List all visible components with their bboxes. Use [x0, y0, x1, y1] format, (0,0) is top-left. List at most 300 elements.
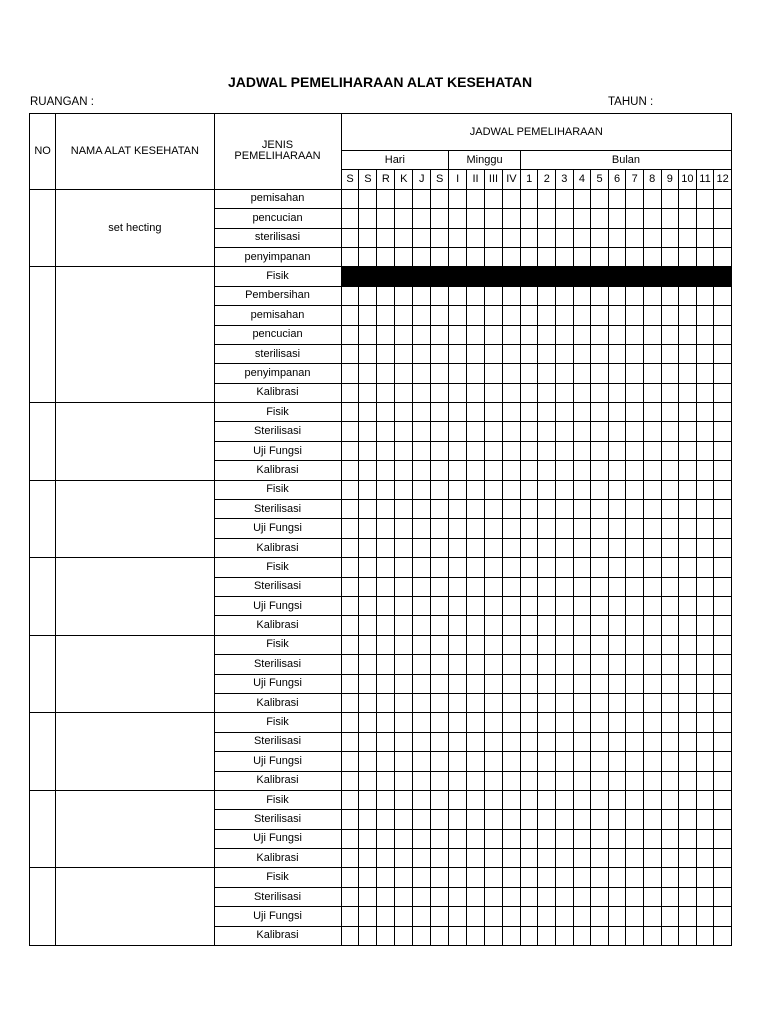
schedule-cell[interactable] — [626, 344, 644, 363]
schedule-cell[interactable] — [502, 403, 520, 422]
schedule-cell[interactable] — [413, 790, 431, 809]
schedule-cell[interactable] — [431, 286, 449, 305]
schedule-cell[interactable] — [341, 480, 359, 499]
schedule-cell[interactable] — [661, 635, 679, 654]
schedule-cell[interactable] — [714, 771, 732, 790]
schedule-cell[interactable] — [377, 907, 395, 926]
schedule-cell[interactable] — [556, 849, 574, 868]
schedule-cell[interactable] — [626, 480, 644, 499]
schedule-cell[interactable] — [449, 887, 467, 906]
schedule-cell[interactable] — [714, 790, 732, 809]
schedule-cell[interactable] — [359, 325, 377, 344]
schedule-cell[interactable] — [520, 596, 538, 615]
schedule-cell[interactable] — [626, 655, 644, 674]
schedule-cell[interactable] — [556, 519, 574, 538]
schedule-cell[interactable] — [643, 596, 661, 615]
schedule-cell[interactable] — [679, 868, 697, 887]
schedule-cell[interactable] — [538, 306, 556, 325]
schedule-cell[interactable] — [626, 810, 644, 829]
schedule-cell[interactable] — [626, 325, 644, 344]
schedule-cell[interactable] — [573, 693, 591, 712]
schedule-cell[interactable] — [395, 693, 413, 712]
schedule-cell[interactable] — [359, 344, 377, 363]
schedule-cell[interactable] — [395, 325, 413, 344]
schedule-cell[interactable] — [556, 422, 574, 441]
schedule-cell[interactable] — [714, 228, 732, 247]
schedule-cell[interactable] — [626, 752, 644, 771]
schedule-cell[interactable] — [591, 209, 609, 228]
schedule-cell[interactable] — [696, 364, 714, 383]
schedule-cell[interactable] — [696, 441, 714, 460]
schedule-cell[interactable] — [661, 596, 679, 615]
schedule-cell[interactable] — [431, 887, 449, 906]
schedule-cell[interactable] — [467, 480, 485, 499]
schedule-cell[interactable] — [591, 655, 609, 674]
schedule-cell[interactable] — [502, 674, 520, 693]
schedule-cell[interactable] — [431, 674, 449, 693]
schedule-cell[interactable] — [485, 752, 503, 771]
schedule-cell[interactable] — [661, 732, 679, 751]
schedule-cell[interactable] — [502, 247, 520, 266]
schedule-cell[interactable] — [502, 441, 520, 460]
schedule-cell[interactable] — [626, 771, 644, 790]
schedule-cell[interactable] — [431, 810, 449, 829]
schedule-cell[interactable] — [626, 713, 644, 732]
schedule-cell[interactable] — [538, 635, 556, 654]
schedule-cell[interactable] — [679, 422, 697, 441]
schedule-cell[interactable] — [591, 441, 609, 460]
schedule-cell[interactable] — [395, 868, 413, 887]
schedule-cell[interactable] — [520, 325, 538, 344]
schedule-cell[interactable] — [556, 403, 574, 422]
schedule-cell[interactable] — [696, 422, 714, 441]
schedule-cell[interactable] — [413, 228, 431, 247]
schedule-cell[interactable] — [591, 519, 609, 538]
schedule-cell[interactable] — [502, 655, 520, 674]
schedule-cell[interactable] — [377, 422, 395, 441]
schedule-cell[interactable] — [608, 616, 626, 635]
schedule-cell[interactable] — [626, 907, 644, 926]
schedule-cell[interactable] — [341, 209, 359, 228]
schedule-cell[interactable] — [341, 538, 359, 557]
schedule-cell[interactable] — [643, 519, 661, 538]
schedule-cell[interactable] — [485, 732, 503, 751]
schedule-cell[interactable] — [538, 286, 556, 305]
schedule-cell[interactable] — [359, 209, 377, 228]
schedule-cell[interactable] — [520, 558, 538, 577]
schedule-cell[interactable] — [431, 500, 449, 519]
schedule-cell[interactable] — [395, 907, 413, 926]
schedule-cell[interactable] — [377, 461, 395, 480]
schedule-cell[interactable] — [679, 732, 697, 751]
schedule-cell[interactable] — [467, 325, 485, 344]
schedule-cell[interactable] — [591, 693, 609, 712]
schedule-cell[interactable] — [431, 790, 449, 809]
schedule-cell[interactable] — [341, 500, 359, 519]
schedule-cell[interactable] — [502, 771, 520, 790]
schedule-cell[interactable] — [696, 810, 714, 829]
schedule-cell[interactable] — [359, 868, 377, 887]
schedule-cell[interactable] — [626, 422, 644, 441]
schedule-cell[interactable] — [449, 732, 467, 751]
schedule-cell[interactable] — [643, 577, 661, 596]
schedule-cell[interactable] — [661, 461, 679, 480]
schedule-cell[interactable] — [608, 519, 626, 538]
schedule-cell[interactable] — [395, 829, 413, 848]
schedule-cell[interactable] — [341, 752, 359, 771]
schedule-cell[interactable] — [556, 247, 574, 266]
schedule-cell[interactable] — [377, 771, 395, 790]
schedule-cell[interactable] — [538, 577, 556, 596]
schedule-cell[interactable] — [395, 810, 413, 829]
schedule-cell[interactable] — [431, 596, 449, 615]
schedule-cell[interactable] — [359, 247, 377, 266]
schedule-cell[interactable] — [556, 926, 574, 945]
schedule-cell[interactable] — [714, 480, 732, 499]
schedule-cell[interactable] — [643, 500, 661, 519]
schedule-cell[interactable] — [502, 519, 520, 538]
schedule-cell[interactable] — [556, 790, 574, 809]
schedule-cell[interactable] — [502, 209, 520, 228]
schedule-cell[interactable] — [485, 228, 503, 247]
schedule-cell[interactable] — [626, 674, 644, 693]
schedule-cell[interactable] — [538, 538, 556, 557]
schedule-cell[interactable] — [556, 732, 574, 751]
schedule-cell[interactable] — [591, 926, 609, 945]
schedule-cell[interactable] — [626, 538, 644, 557]
schedule-cell[interactable] — [341, 926, 359, 945]
schedule-cell[interactable] — [591, 849, 609, 868]
schedule-cell[interactable] — [413, 655, 431, 674]
schedule-cell[interactable] — [485, 926, 503, 945]
schedule-cell[interactable] — [359, 829, 377, 848]
schedule-cell[interactable] — [449, 810, 467, 829]
schedule-cell[interactable] — [608, 907, 626, 926]
schedule-cell[interactable] — [467, 286, 485, 305]
schedule-cell[interactable] — [556, 286, 574, 305]
schedule-cell[interactable] — [377, 286, 395, 305]
schedule-cell[interactable] — [449, 635, 467, 654]
schedule-cell[interactable] — [341, 868, 359, 887]
schedule-cell[interactable] — [679, 189, 697, 208]
schedule-cell[interactable] — [626, 519, 644, 538]
schedule-cell[interactable] — [556, 189, 574, 208]
schedule-cell[interactable] — [485, 538, 503, 557]
schedule-cell[interactable] — [359, 849, 377, 868]
schedule-cell[interactable] — [538, 907, 556, 926]
schedule-cell[interactable] — [714, 752, 732, 771]
schedule-cell[interactable] — [341, 422, 359, 441]
schedule-cell[interactable] — [359, 771, 377, 790]
schedule-cell[interactable] — [556, 829, 574, 848]
schedule-cell[interactable] — [556, 209, 574, 228]
schedule-cell[interactable] — [679, 635, 697, 654]
schedule-cell[interactable] — [591, 500, 609, 519]
schedule-cell[interactable] — [679, 674, 697, 693]
schedule-cell[interactable] — [643, 771, 661, 790]
schedule-cell[interactable] — [661, 829, 679, 848]
schedule-cell[interactable] — [608, 306, 626, 325]
schedule-cell[interactable] — [696, 771, 714, 790]
schedule-cell[interactable] — [485, 247, 503, 266]
schedule-cell[interactable] — [714, 907, 732, 926]
schedule-cell[interactable] — [413, 403, 431, 422]
schedule-cell[interactable] — [556, 674, 574, 693]
schedule-cell[interactable] — [467, 422, 485, 441]
schedule-cell[interactable] — [502, 286, 520, 305]
schedule-cell[interactable] — [608, 655, 626, 674]
schedule-cell[interactable] — [467, 829, 485, 848]
schedule-cell[interactable] — [679, 616, 697, 635]
schedule-cell[interactable] — [413, 422, 431, 441]
schedule-cell[interactable] — [556, 480, 574, 499]
schedule-cell[interactable] — [431, 306, 449, 325]
schedule-cell[interactable] — [502, 810, 520, 829]
schedule-cell[interactable] — [377, 383, 395, 402]
schedule-cell[interactable] — [573, 441, 591, 460]
schedule-cell[interactable] — [714, 422, 732, 441]
schedule-cell[interactable] — [502, 480, 520, 499]
schedule-cell[interactable] — [591, 480, 609, 499]
schedule-cell[interactable] — [395, 519, 413, 538]
schedule-cell[interactable] — [661, 771, 679, 790]
schedule-cell[interactable] — [573, 771, 591, 790]
schedule-cell[interactable] — [696, 849, 714, 868]
schedule-cell[interactable] — [467, 790, 485, 809]
schedule-cell[interactable] — [341, 732, 359, 751]
schedule-cell[interactable] — [359, 189, 377, 208]
schedule-cell[interactable] — [679, 577, 697, 596]
schedule-cell[interactable] — [377, 500, 395, 519]
schedule-cell[interactable] — [696, 907, 714, 926]
schedule-cell[interactable] — [520, 849, 538, 868]
schedule-cell[interactable] — [377, 829, 395, 848]
schedule-cell[interactable] — [449, 403, 467, 422]
schedule-cell[interactable] — [449, 519, 467, 538]
schedule-cell[interactable] — [538, 189, 556, 208]
schedule-cell[interactable] — [449, 596, 467, 615]
schedule-cell[interactable] — [573, 674, 591, 693]
schedule-cell[interactable] — [591, 596, 609, 615]
schedule-cell[interactable] — [696, 344, 714, 363]
schedule-cell[interactable] — [467, 810, 485, 829]
schedule-cell[interactable] — [696, 635, 714, 654]
schedule-cell[interactable] — [573, 558, 591, 577]
schedule-cell[interactable] — [714, 306, 732, 325]
schedule-cell[interactable] — [696, 209, 714, 228]
schedule-cell[interactable] — [341, 247, 359, 266]
schedule-cell[interactable] — [502, 422, 520, 441]
schedule-cell[interactable] — [359, 500, 377, 519]
schedule-cell[interactable] — [467, 461, 485, 480]
schedule-cell[interactable] — [502, 189, 520, 208]
schedule-cell[interactable] — [696, 558, 714, 577]
schedule-cell[interactable] — [608, 209, 626, 228]
schedule-cell[interactable] — [520, 286, 538, 305]
schedule-cell[interactable] — [556, 344, 574, 363]
schedule-cell[interactable] — [467, 693, 485, 712]
schedule-cell[interactable] — [520, 228, 538, 247]
schedule-cell[interactable] — [556, 228, 574, 247]
schedule-cell[interactable] — [608, 538, 626, 557]
schedule-cell[interactable] — [502, 228, 520, 247]
schedule-cell[interactable] — [573, 577, 591, 596]
schedule-cell[interactable] — [520, 732, 538, 751]
schedule-cell[interactable] — [661, 887, 679, 906]
schedule-cell[interactable] — [556, 325, 574, 344]
schedule-cell[interactable] — [591, 325, 609, 344]
schedule-cell[interactable] — [608, 383, 626, 402]
schedule-cell[interactable] — [679, 538, 697, 557]
schedule-cell[interactable] — [377, 228, 395, 247]
schedule-cell[interactable] — [395, 596, 413, 615]
schedule-cell[interactable] — [556, 635, 574, 654]
schedule-cell[interactable] — [467, 577, 485, 596]
schedule-cell[interactable] — [696, 577, 714, 596]
schedule-cell[interactable] — [377, 519, 395, 538]
schedule-cell[interactable] — [341, 189, 359, 208]
schedule-cell[interactable] — [591, 577, 609, 596]
schedule-cell[interactable] — [467, 500, 485, 519]
schedule-cell[interactable] — [431, 693, 449, 712]
schedule-cell[interactable] — [661, 752, 679, 771]
schedule-cell[interactable] — [520, 790, 538, 809]
schedule-cell[interactable] — [395, 655, 413, 674]
schedule-cell[interactable] — [502, 926, 520, 945]
schedule-cell[interactable] — [679, 693, 697, 712]
schedule-cell[interactable] — [467, 771, 485, 790]
schedule-cell[interactable] — [449, 538, 467, 557]
schedule-cell[interactable] — [573, 616, 591, 635]
schedule-cell[interactable] — [520, 344, 538, 363]
schedule-cell[interactable] — [679, 500, 697, 519]
schedule-cell[interactable] — [449, 228, 467, 247]
schedule-cell[interactable] — [449, 616, 467, 635]
schedule-cell[interactable] — [485, 461, 503, 480]
schedule-cell[interactable] — [556, 441, 574, 460]
schedule-cell[interactable] — [591, 422, 609, 441]
schedule-cell[interactable] — [573, 364, 591, 383]
schedule-cell[interactable] — [395, 189, 413, 208]
schedule-cell[interactable] — [413, 538, 431, 557]
schedule-cell[interactable] — [608, 558, 626, 577]
schedule-cell[interactable] — [502, 732, 520, 751]
schedule-cell[interactable] — [661, 306, 679, 325]
schedule-cell[interactable] — [591, 810, 609, 829]
schedule-cell[interactable] — [696, 616, 714, 635]
schedule-cell[interactable] — [643, 790, 661, 809]
schedule-cell[interactable] — [502, 596, 520, 615]
schedule-cell[interactable] — [661, 577, 679, 596]
schedule-cell[interactable] — [643, 383, 661, 402]
schedule-cell[interactable] — [538, 771, 556, 790]
schedule-cell[interactable] — [643, 441, 661, 460]
schedule-cell[interactable] — [467, 655, 485, 674]
schedule-cell[interactable] — [341, 306, 359, 325]
schedule-cell[interactable] — [661, 849, 679, 868]
schedule-cell[interactable] — [643, 558, 661, 577]
schedule-cell[interactable] — [449, 829, 467, 848]
schedule-cell[interactable] — [485, 306, 503, 325]
schedule-cell[interactable] — [359, 480, 377, 499]
schedule-cell[interactable] — [341, 887, 359, 906]
schedule-cell[interactable] — [591, 189, 609, 208]
schedule-cell[interactable] — [520, 887, 538, 906]
schedule-cell[interactable] — [573, 752, 591, 771]
schedule-cell[interactable] — [714, 655, 732, 674]
schedule-cell[interactable] — [556, 364, 574, 383]
schedule-cell[interactable] — [661, 713, 679, 732]
schedule-cell[interactable] — [696, 926, 714, 945]
schedule-cell[interactable] — [714, 441, 732, 460]
schedule-cell[interactable] — [413, 887, 431, 906]
schedule-cell[interactable] — [538, 655, 556, 674]
schedule-cell[interactable] — [502, 790, 520, 809]
schedule-cell[interactable] — [696, 596, 714, 615]
schedule-cell[interactable] — [714, 461, 732, 480]
schedule-cell[interactable] — [449, 693, 467, 712]
schedule-cell[interactable] — [573, 286, 591, 305]
schedule-cell[interactable] — [377, 577, 395, 596]
schedule-cell[interactable] — [502, 306, 520, 325]
schedule-cell[interactable] — [467, 596, 485, 615]
schedule-cell[interactable] — [679, 209, 697, 228]
schedule-cell[interactable] — [413, 189, 431, 208]
schedule-cell[interactable] — [679, 887, 697, 906]
schedule-cell[interactable] — [467, 364, 485, 383]
schedule-cell[interactable] — [643, 868, 661, 887]
schedule-cell[interactable] — [591, 538, 609, 557]
schedule-cell[interactable] — [485, 887, 503, 906]
schedule-cell[interactable] — [608, 926, 626, 945]
schedule-cell[interactable] — [608, 500, 626, 519]
schedule-cell[interactable] — [538, 674, 556, 693]
schedule-cell[interactable] — [679, 849, 697, 868]
schedule-cell[interactable] — [643, 674, 661, 693]
schedule-cell[interactable] — [696, 247, 714, 266]
schedule-cell[interactable] — [377, 635, 395, 654]
schedule-cell[interactable] — [502, 325, 520, 344]
schedule-cell[interactable] — [608, 790, 626, 809]
schedule-cell[interactable] — [377, 616, 395, 635]
schedule-cell[interactable] — [341, 558, 359, 577]
schedule-cell[interactable] — [661, 926, 679, 945]
schedule-cell[interactable] — [395, 344, 413, 363]
schedule-cell[interactable] — [395, 286, 413, 305]
schedule-cell[interactable] — [395, 247, 413, 266]
schedule-cell[interactable] — [395, 364, 413, 383]
schedule-cell[interactable] — [714, 616, 732, 635]
schedule-cell[interactable] — [467, 887, 485, 906]
schedule-cell[interactable] — [395, 403, 413, 422]
schedule-cell[interactable] — [573, 383, 591, 402]
schedule-cell[interactable] — [608, 461, 626, 480]
schedule-cell[interactable] — [573, 596, 591, 615]
schedule-cell[interactable] — [679, 344, 697, 363]
schedule-cell[interactable] — [413, 810, 431, 829]
schedule-cell[interactable] — [413, 829, 431, 848]
schedule-cell[interactable] — [661, 364, 679, 383]
schedule-cell[interactable] — [377, 732, 395, 751]
schedule-cell[interactable] — [696, 403, 714, 422]
schedule-cell[interactable] — [502, 538, 520, 557]
schedule-cell[interactable] — [608, 674, 626, 693]
schedule-cell[interactable] — [643, 907, 661, 926]
schedule-cell[interactable] — [573, 519, 591, 538]
schedule-cell[interactable] — [714, 829, 732, 848]
schedule-cell[interactable] — [413, 286, 431, 305]
schedule-cell[interactable] — [608, 247, 626, 266]
